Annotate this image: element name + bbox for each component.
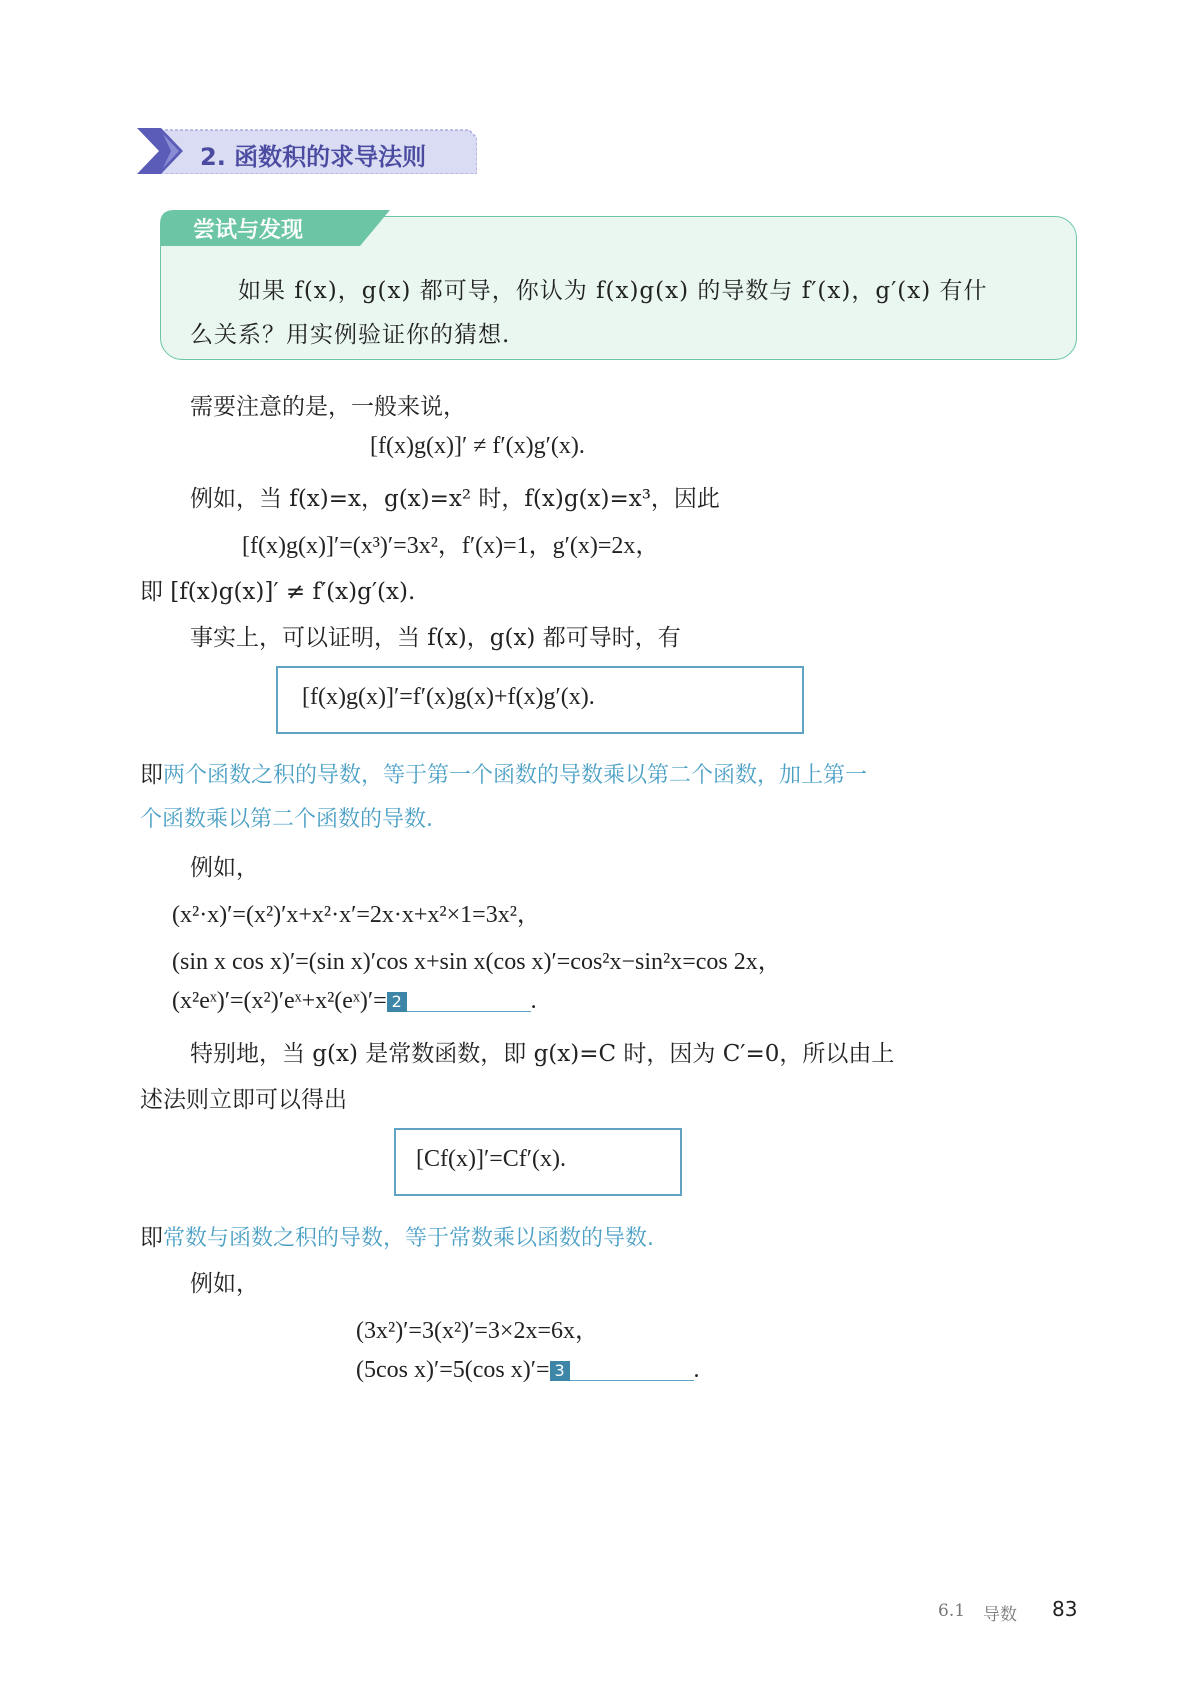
example-eq-3-end: . bbox=[530, 988, 537, 1014]
page-number: 83 bbox=[1052, 1597, 1078, 1621]
constant-statement-emphasis: 常数与函数之积的导数，等于常数乘以函数的导数. bbox=[163, 1226, 654, 1251]
para-special-1: 特别地，当 g(x) 是常数函数，即 g(x)=C 时，因为 C′=0，所以由上 bbox=[190, 1041, 895, 1067]
example-eq-2: (sin x cos x)′=(sin x)′cos x+sin x(cos x)′=cos²x−sin²x=cos 2x， bbox=[172, 949, 782, 975]
para-special-2: 述法则立即可以得出 bbox=[140, 1087, 347, 1113]
example-eq-3-text: (x²eˣ)′=(x²)′eˣ+x²(eˣ)′= bbox=[172, 988, 387, 1014]
constant-statement bbox=[140, 1219, 654, 1252]
para-note: 需要注意的是，一般来说， bbox=[190, 394, 466, 420]
product-rule-formula: [f(x)g(x)]′=f′(x)g(x)+f(x)g′(x). bbox=[302, 684, 595, 710]
equation-inequality: [f(x)g(x)]′ ≠ f′(x)g′(x). bbox=[370, 433, 585, 459]
footer-section-number: 6.1 bbox=[938, 1601, 966, 1621]
rule-statement-2: 个函数乘以第二个函数的导数. bbox=[140, 807, 433, 832]
para-conclusion: 即 [f(x)g(x)]′ ≠ f′(x)g′(x). bbox=[140, 579, 416, 605]
para-fact: 事实上，可以证明，当 f(x)，g(x) 都可导时，有 bbox=[190, 625, 681, 651]
try-tab-label: 尝试与发现 bbox=[193, 218, 304, 243]
rule-statement-prefix: 即 bbox=[140, 762, 163, 788]
example-eq-5-text: (5cos x)′=5(cos x)′= bbox=[356, 1357, 550, 1383]
example-eq-5-end: . bbox=[693, 1357, 700, 1383]
para-example-label-2: 例如， bbox=[190, 1271, 259, 1297]
constant-rule-formula: [Cf(x)]′=Cf′(x). bbox=[416, 1146, 566, 1172]
blank-3-line bbox=[570, 1358, 694, 1381]
constant-statement-prefix: 即 bbox=[140, 1225, 163, 1251]
example-eq-3 bbox=[172, 988, 537, 1015]
blank-number-2: 2 bbox=[387, 992, 407, 1012]
section-title: 2. 函数积的求导法则 bbox=[200, 143, 427, 171]
rule-statement-1 bbox=[140, 756, 867, 789]
blank-number-3: 3 bbox=[550, 1361, 570, 1381]
try-text-line2: 么关系？用实例验证你的猜想. bbox=[190, 322, 511, 348]
footer-section-title: 导数 bbox=[983, 1605, 1017, 1625]
example-eq-5 bbox=[356, 1357, 700, 1384]
try-text-line1: 如果 f(x)，g(x) 都可导，你认为 f(x)g(x) 的导数与 f′(x)，g′(x) 有什 bbox=[238, 278, 988, 304]
rule-statement-emphasis: 两个函数之积的导数，等于第一个函数的导数乘以第二个函数，加上第一 bbox=[163, 763, 868, 788]
para-example-intro: 例如，当 f(x)=x，g(x)=x² 时，f(x)g(x)=x³，因此 bbox=[190, 486, 720, 512]
example-eq-1: (x²·x)′=(x²)′x+x²·x′=2x·x+x²×1=3x²， bbox=[172, 902, 541, 928]
para-example-label: 例如， bbox=[190, 855, 259, 881]
example-eq-4: (3x²)′=3(x²)′=3×2x=6x， bbox=[356, 1318, 599, 1344]
blank-2-line bbox=[407, 989, 531, 1012]
equation-example: [f(x)g(x)]′=(x³)′=3x²，f′(x)=1，g′(x)=2x， bbox=[242, 533, 660, 559]
